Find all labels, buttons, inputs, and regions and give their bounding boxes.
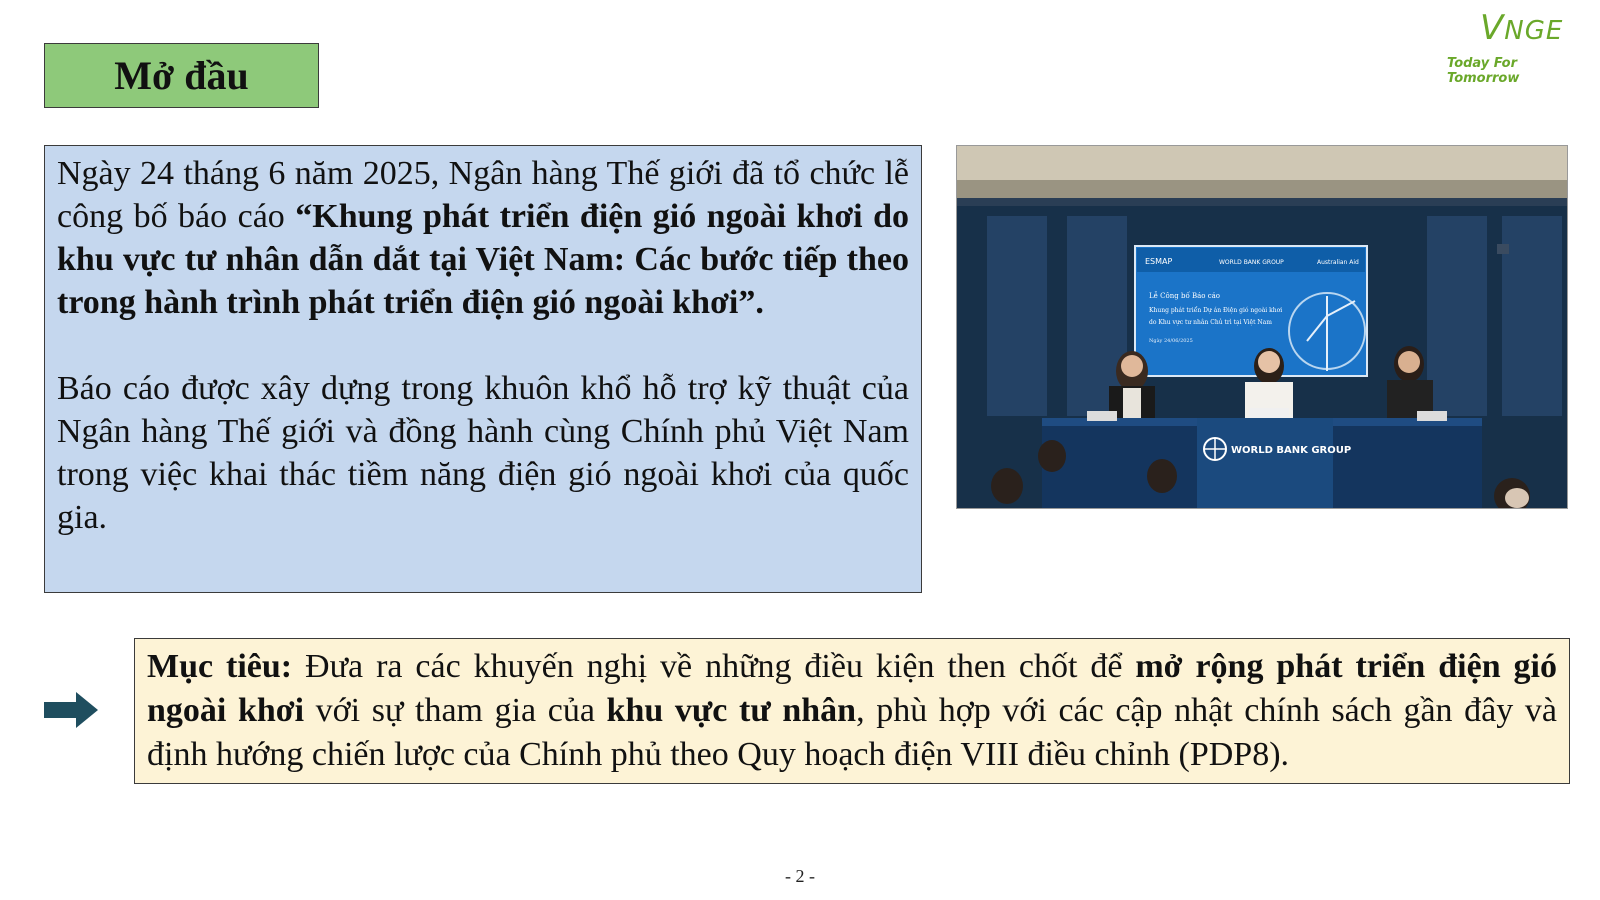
goal-label: Mục tiêu: [147,648,293,685]
screen-line-2: Khung phát triển Dự án Điện gió ngoài khơi [1149,307,1283,314]
slide-title: Mở đầu [44,43,319,108]
screen-line-1: Lễ Công bố Báo cáo [1149,292,1221,300]
arrow-right-icon [44,692,98,728]
logo-mark: VNGE [1480,8,1564,48]
screen-date: Ngày 24/06/2025 [1149,338,1193,344]
screen-line-3: do Khu vực tư nhân Chủ trì tại Việt Nam [1149,319,1272,326]
vnge-logo [1440,4,1590,86]
event-photo [956,145,1568,509]
screen-logo-esmap: ESMAP [1145,257,1173,266]
podium-label: WORLD BANK GROUP [1231,445,1352,456]
screen-logo-wbg: WORLD BANK GROUP [1219,259,1284,266]
goal-box: Mục tiêu: Đưa ra các khuyến nghị về những điều kiện then chốt để mở rộng phát triển điện gió ngoài khơi với sự tham gia của khu vực tư nhân, phù hợp với các cập nhật chính sách gần đây và định hướng chiến lược của Chính phủ theo Quy hoạch điện VIII điều chỉnh (PDP8). [134,638,1570,784]
intro-paragraph-1: Ngày 24 tháng 6 năm 2025, Ngân hàng Thế giới đã tổ chức lễ công bố báo cáo “Khung phát triển điện gió ngoài khơi do khu vực tư nhân dẫn dắt tại Việt Nam: Các bước tiếp theo trong hành trình phát triển điện gió ngoài khơi”. [57,155,909,321]
page-number: - 2 - [785,866,815,886]
screen-logo-aus: Australian Aid [1317,259,1359,266]
intro-box [44,145,922,593]
event-photo-illustration [957,146,1568,509]
intro-paragraph-2: Báo cáo được xây dựng trong khuôn khổ hỗ trợ kỹ thuật của Ngân hàng Thế giới và đồng hành cùng Chính phủ Việt Nam trong việc khai thác tiềm năng điện gió ngoài khơi của quốc gia. [57,370,909,536]
report-title: “Khung phát triển điện gió ngoài khơi do khu vực tư nhân dẫn dắt tại Việt Nam: Các bước tiếp theo trong hành trình phát triển điện gió ngoài khơi”. [57,198,909,321]
logo-tagline: Today For Tomorrow [1447,56,1520,86]
